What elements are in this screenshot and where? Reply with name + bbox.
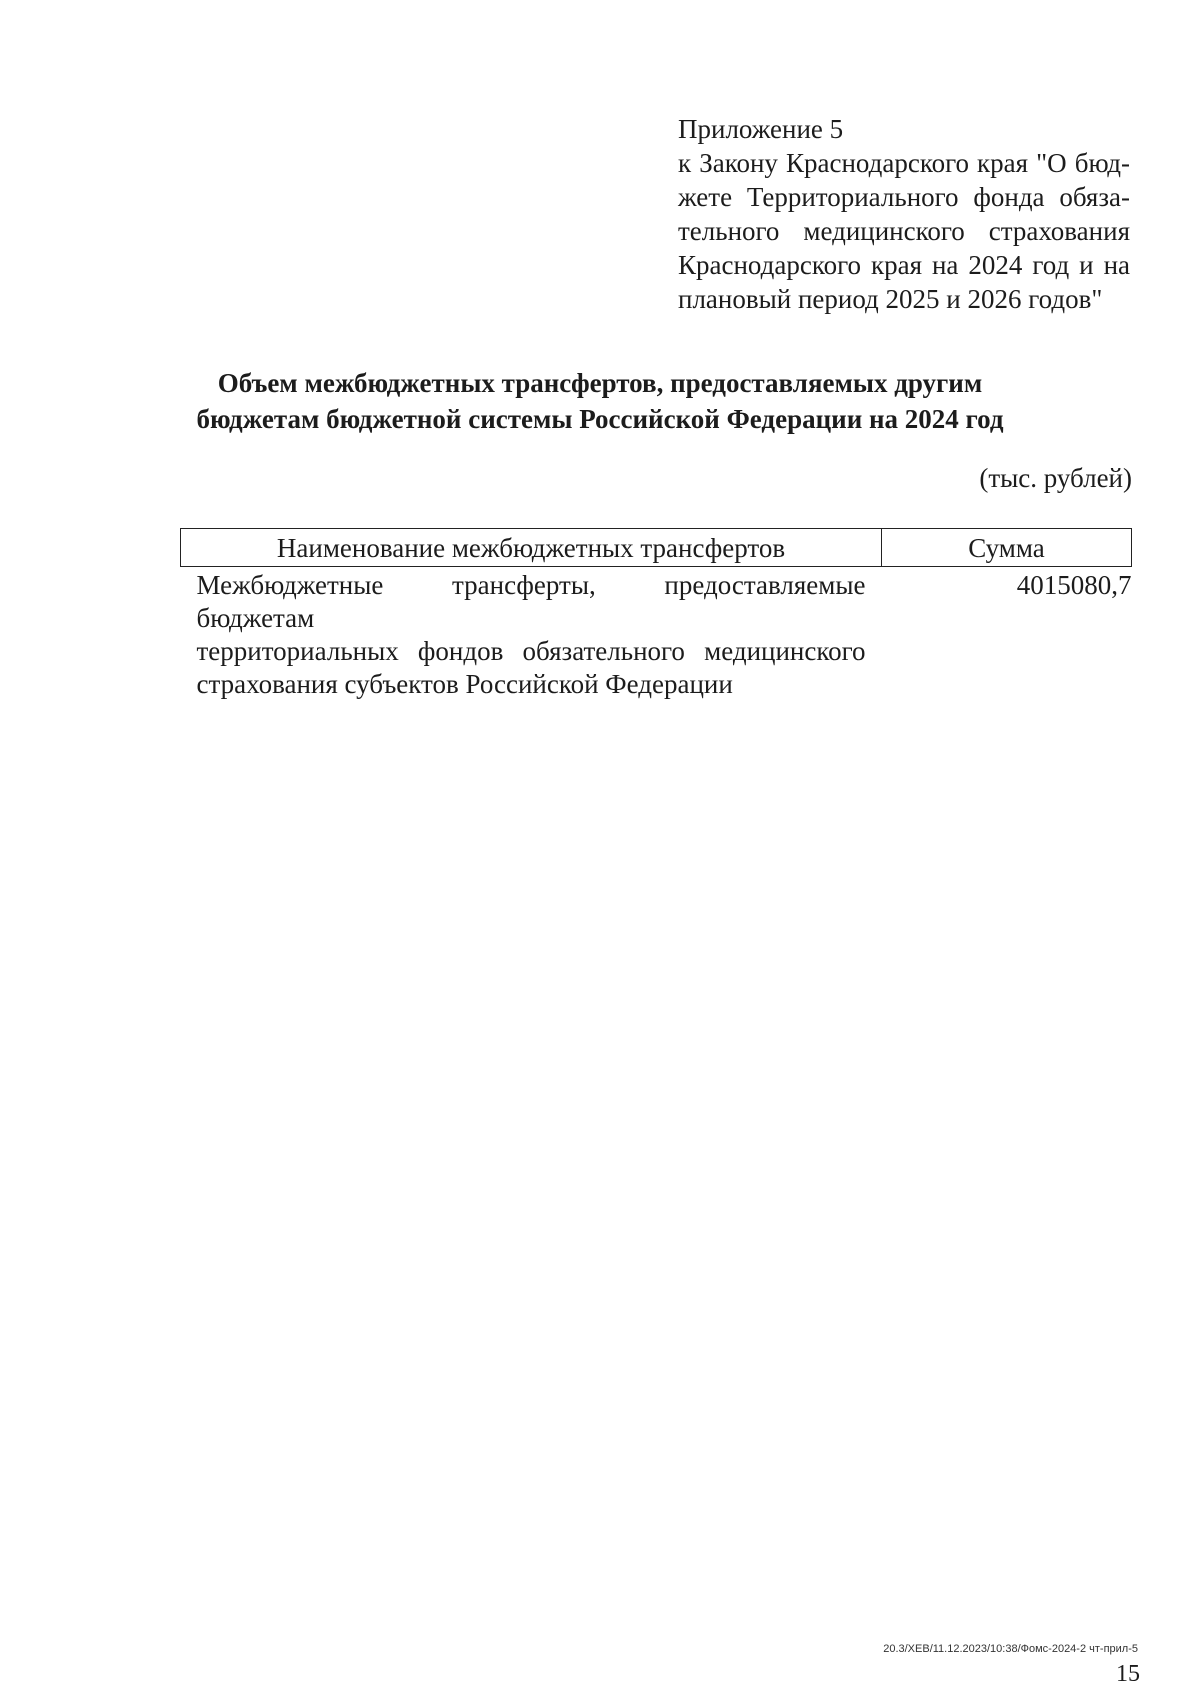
page-number: 15 [1116,1661,1140,1687]
appendix-line: жете Территориального фонда обяза- [678,182,1130,212]
appendix-line: Приложение 5 [678,114,844,144]
row-name-line: территориальных фондов обязательного медицинского [196,636,866,666]
appendix-line: к Закону Краснодарского края "О бюд- [678,148,1130,178]
appendix-line: тельного медицинского страхования [678,216,1130,246]
row-name-cell [181,567,882,702]
header-amount: Сумма [882,529,1132,567]
title-line-2: бюджетам бюджетной системы Российской Федерации на 2024 год [196,404,1004,434]
appendix-line: плановый период 2025 и 2026 годов" [678,284,1103,314]
row-name-line: Межбюджетные трансферты, предоставляемые бюджетам [196,570,866,633]
appendix-block [678,112,1130,316]
document-title [120,365,1080,437]
appendix-line: Краснодарского края на 2024 год и на [678,250,1130,280]
title-line-1: Объем межбюджетных трансфертов, предоставляемых другим [217,368,983,398]
transfers-table [180,528,1132,701]
units-label: (тыс. рублей) [979,463,1132,493]
table-header-row [181,529,1132,567]
header-name: Наименование межбюджетных трансфертов [181,529,882,567]
row-amount-cell: 4015080,7 [1016,570,1132,600]
table-row [181,567,1132,702]
row-name-line: страхования субъектов Российской Федерации [196,669,733,699]
footer-code: 20.3/ХЕВ/11.12.2023/10:38/Фомс-2024-2 чт-прил-5 [883,1643,1138,1655]
